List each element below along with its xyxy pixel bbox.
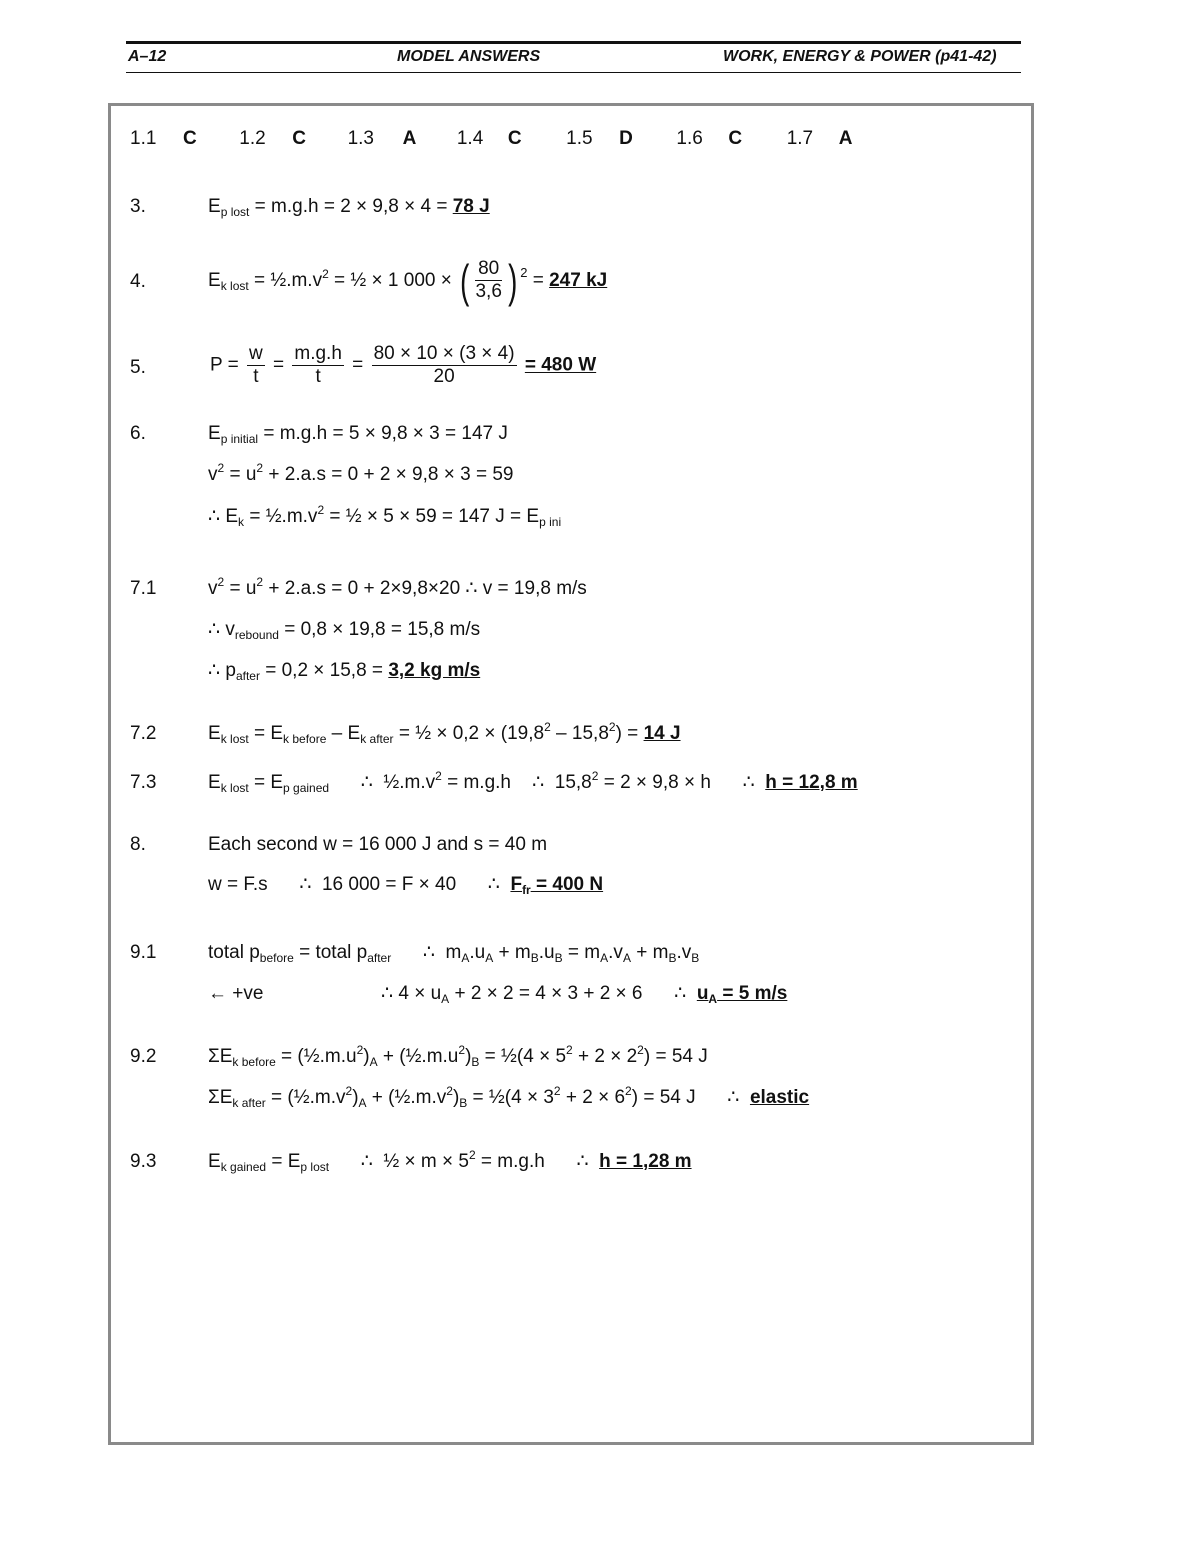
q9-3-number: 9.3 (130, 1151, 157, 1172)
q5-number: 5. (130, 357, 146, 378)
q7-2-answer: $E_{k lost} = E_{k before} - E_{k after}$ = ½ × $0,2 \times (19,8^2 - 15,8^2) = 14$ J (208, 720, 681, 746)
q7-3-answer: $E_{k lost} = E_{p gained}$ ∴ $\frac{1}{2}.m.v^2 = m.g.h$ ∴ $15,8^2 = 2 \times 9,8 \times h$ ∴ h = 12,8 m (208, 769, 858, 795)
page-number: A–12 (128, 48, 167, 65)
header-bottom-rule (126, 72, 1021, 73)
header-top-rule (126, 41, 1021, 44)
q9-2-number: 9.2 (130, 1046, 157, 1067)
q4-answer: $E_{k lost}$ = $\frac{1}{2}.m.v^2$ = ½ × 1 000 × ( $\frac{80}{3,6}$ ) 2 = 247 kJ (208, 254, 608, 307)
q8-line2: w = F.s ∴ 16 000 = F × 40 ∴ $F_{fr} = 400$ N (208, 874, 604, 897)
mc-answers-row: 1.1 C 1.2 C 1.3 A 1.4 C 1.5 D 1.6 C 1.7 A (130, 128, 853, 149)
q4-number: 4. (130, 271, 146, 292)
q9-1-line2: ∴ $4 \times u_A + 2 \times 2 = 4 \times 3 + 2 \times 6$ ∴ $u_A = 5$ m/s (381, 983, 788, 1006)
q8-line1: Each second w = 16 000 J and s = 40 m (208, 834, 548, 855)
q7-3-number: 7.3 (130, 772, 157, 793)
q5-answer: P = $\frac{w}{t}$ = $\frac{m.g.h}{t}$ = $\frac{80 \times 10 \times (3 \times 4)}{20}$ = 480 W (210, 343, 597, 387)
q3-answer: $E_{p lost} = m.g.h = 2 \times 9,8 \times 4 = 78$ J (208, 196, 490, 219)
q7-1-line3: ∴ $p_{after} = 0,2 \times 15,8 = 3,2$ kg m/s (208, 660, 481, 683)
q9-1-line2-label: ← +ve (208, 983, 264, 1004)
q6-line3: ∴ $E_k$ = $\frac{1}{2}.m.v^2$ = ½ × 5 × 59 = 147 $J = E_{p ini}$ (208, 503, 562, 529)
q9-1-line1: total $p_{before}$ = total $p_{after}$ ∴ $m_A.u_A + m_B.u_B = m_A.v_A + m_B.v_B$ (208, 942, 700, 965)
header-section: WORK, ENERGY & POWER (p41-42) (723, 48, 997, 65)
q6-line2: $v^2 = u^2 + 2.a.s = 0 + 2 \times 9,8 \times 3 = 59$ (208, 461, 514, 485)
q7-1-line2: ∴ $v_{rebound} = 0,8 \times 19,8 = 15,8$ m/s (208, 619, 481, 642)
q9-3-answer: $E_{k gained} = E_{p lost}$ ∴ ½ × $m \times 5^2 = m.g.h$ ∴ h = 1,28 m (208, 1148, 692, 1174)
q9-2-line1: $\Sigma E_{k before}$ = $(\frac{1}{2}.m.u^2)_A$ + $(\frac{1}{2}.m.u^2)_B$ = ½(4 × $5^2 + 2 \times 2^2) = 54$ J (208, 1043, 708, 1069)
q7-2-number: 7.2 (130, 723, 157, 744)
q6-number: 6. (130, 423, 146, 444)
q8-number: 8. (130, 834, 146, 855)
q3-number: 3. (130, 196, 146, 217)
q6-line1: $E_{p initial} = m.g.h = 5 \times 9,8 \times 3 = 147$ J (208, 423, 508, 446)
q7-1-number: 7.1 (130, 578, 157, 599)
q9-2-line2: $\Sigma E_{k after}$ = $(\frac{1}{2}.m.v^2)_A$ + $(\frac{1}{2}.m.v^2)_B$ = ½(4 × $3^2 + 2 \times 6^2) = 54$ J ∴ elastic (208, 1084, 810, 1110)
header-title: MODEL ANSWERS (397, 48, 541, 65)
q7-1-line1: $v^2 = u^2 + 2.a.s = 0 + 2\times 9,8\times 20$ ∴ v = 19,8 m/s (208, 575, 587, 599)
q9-1-number: 9.1 (130, 942, 157, 963)
